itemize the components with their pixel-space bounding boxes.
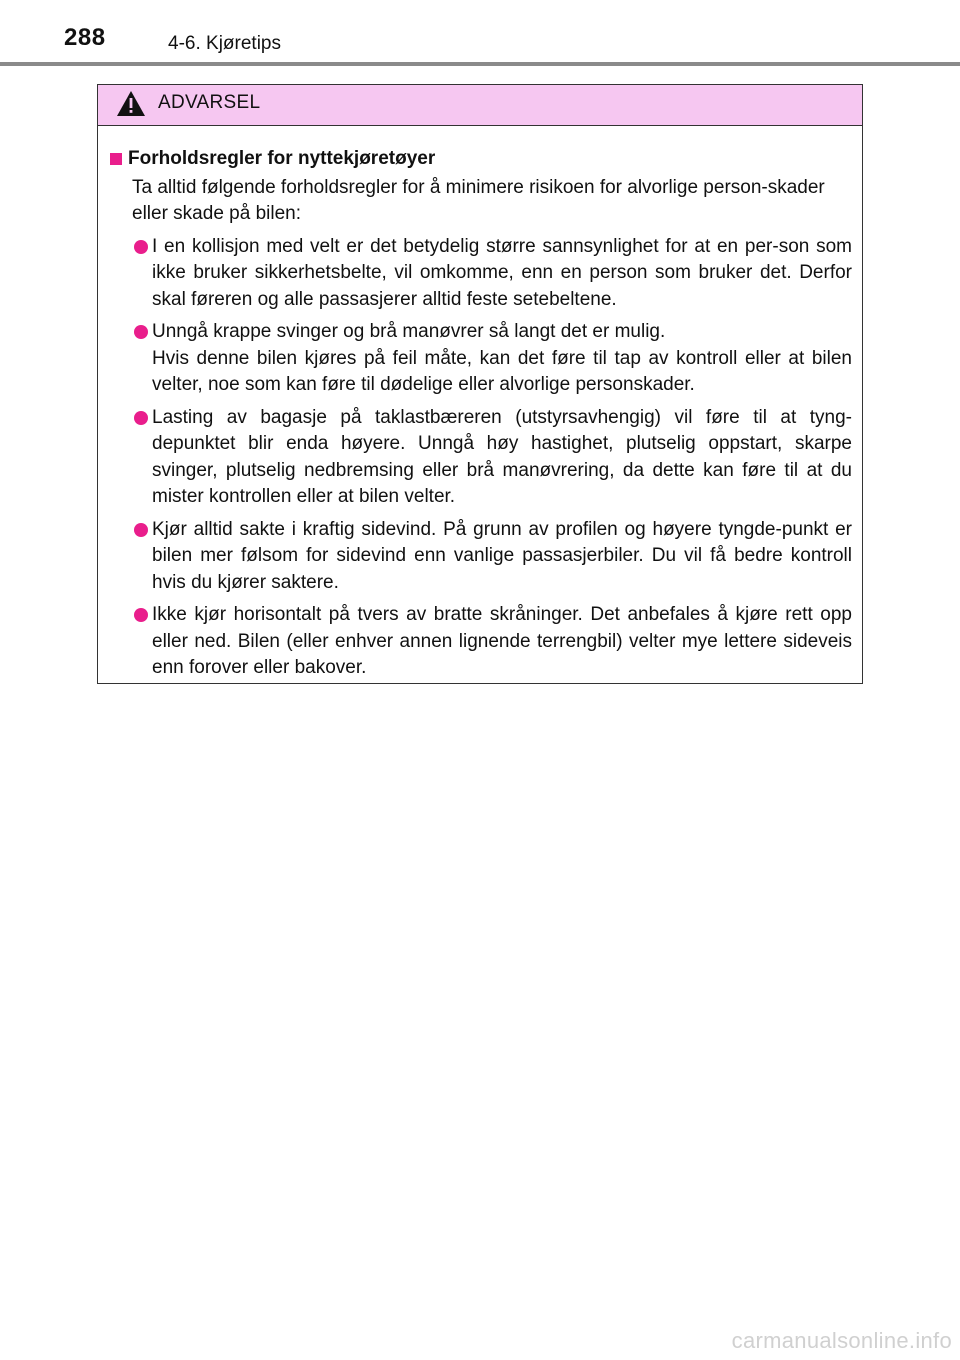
list-item xyxy=(152,405,852,511)
list-item-text: Unngå krappe svinger og brå manøvrer så langt det er mulig. Hvis denne bilen kjøres på feil måte, kan det føre til tap av kontroll eller at bilen velter, noe som kan føre til dødelige eller alvorlige personskader. xyxy=(152,321,852,395)
warning-list xyxy=(108,234,852,682)
list-item xyxy=(152,234,852,314)
watermark: carmanualsonline.info xyxy=(731,1328,952,1353)
square-bullet-icon xyxy=(110,153,122,165)
round-bullet-icon xyxy=(134,523,148,537)
list-item-text: Kjør alltid sakte i kraftig sidevind. På grunn av profilen og høyere tyngde-punkt er bilen mer følsom for sidevind enn vanlige passasjerbiler. Du vil få bedre kontroll hvis du kjører saktere. xyxy=(152,518,852,593)
list-item xyxy=(152,602,852,682)
warning-header xyxy=(98,85,862,126)
list-item-text: Lasting av bagasje på taklastbæreren (utstyrsavhengig) vil føre til at tyng-depunktet blir enda høyere. Unngå høy hastighet, plutselig oppstart, skarpe svinger, plutselig nedbremsing eller brå manøvrering, da dette kan føre til at du mister kontrollen eller at bilen velter. xyxy=(152,406,852,507)
warning-box xyxy=(97,84,863,684)
list-item xyxy=(152,319,852,399)
round-bullet-icon xyxy=(134,411,148,425)
warning-body xyxy=(98,126,862,682)
warning-intro: Ta alltid følgende forholdsregler for å minimere risikoen for alvorlige person-skader eller skade på bilen: xyxy=(132,176,825,224)
page-header xyxy=(0,0,960,66)
list-item-text: I en kollisjon med velt er det betydelig større sannsynlighet for at en per-son som ikke bruker sikkerhetsbelte, vil omkomme, enn en person som bruker det. Derfor skal føreren og alle passasjerer alltid feste setebeltene. xyxy=(152,235,852,310)
warning-heading-text: Forholdsregler for nyttekjøretøyer xyxy=(128,148,436,169)
warning-heading xyxy=(108,146,852,173)
warning-title: ADVARSEL xyxy=(158,92,261,113)
warning-triangle-icon xyxy=(116,90,146,117)
page-number: 288 xyxy=(64,24,106,51)
list-item xyxy=(152,517,852,597)
round-bullet-icon xyxy=(134,608,148,622)
round-bullet-icon xyxy=(134,240,148,254)
list-item-text: Ikke kjør horisontalt på tvers av bratte skråninger. Det anbefales å kjøre rett opp eller ned. Bilen (eller enhver annen lignende terrengbil) velter mye lettere sideveis enn forover eller bakover. xyxy=(152,604,852,678)
section-title: 4-6. Kjøretips xyxy=(168,33,281,54)
round-bullet-icon xyxy=(134,325,148,339)
